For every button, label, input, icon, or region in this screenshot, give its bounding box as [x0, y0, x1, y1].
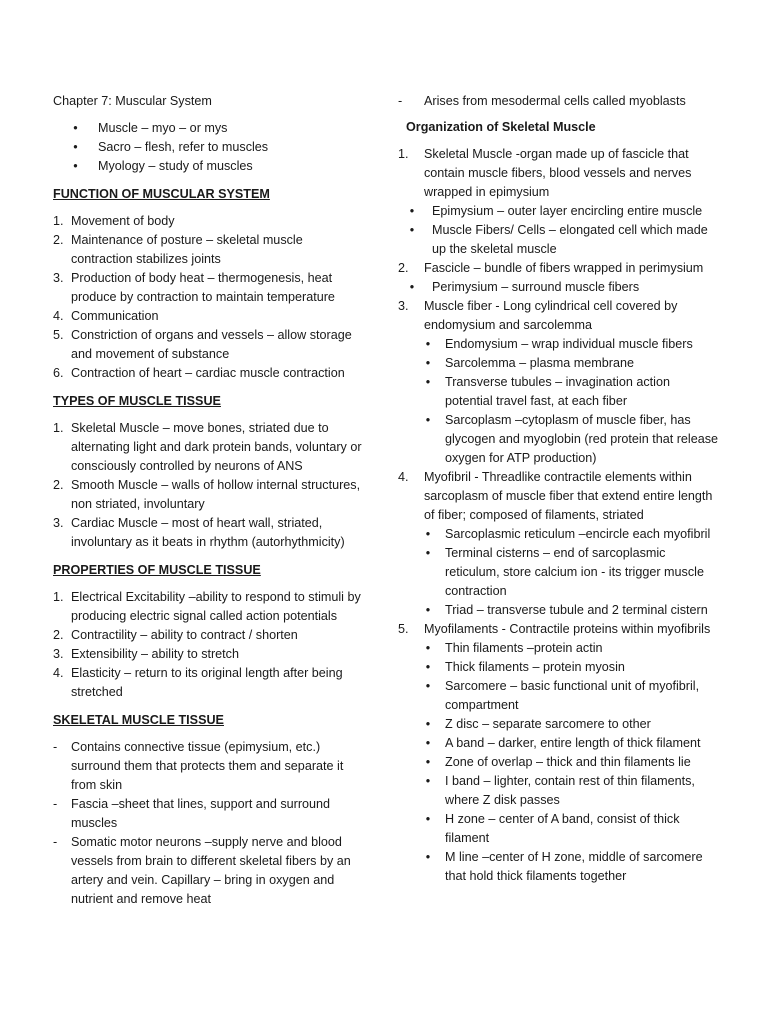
list-item: 3. Cardiac Muscle – most of heart wall, striated, involuntary as it beats in rhythm (autorhythmicity) — [53, 516, 345, 549]
skeletal-list — [53, 738, 363, 909]
bullet-icon: • — [425, 736, 431, 750]
list-item: 2. Contractility – ability to contract / shorten — [53, 628, 298, 642]
list-item: • Transverse tubules – invagination action potential travel fast, at each fiber — [398, 373, 720, 411]
list-item: 1. Electrical Excitability –ability to respond to stimuli by producing electric signal called action potentials — [53, 590, 361, 623]
list-item: • Endomysium – wrap individual muscle fibers — [398, 335, 720, 354]
list-item: 5. Constriction of organs and vessels – allow storage and movement of substance — [53, 328, 352, 361]
bullet-icon: • — [425, 546, 431, 560]
bullet-icon: • — [425, 774, 431, 788]
list-item: • Z disc – separate sarcomere to other — [398, 715, 720, 734]
list-item: 6. Contraction of heart – cardiac muscle contraction — [53, 366, 345, 380]
section-heading: PROPERTIES OF MUSCLE TISSUE — [53, 563, 261, 577]
list-item: 5. Myofilaments - Contractile proteins within myofibrils — [398, 622, 711, 636]
list-item: 4. Communication — [53, 309, 159, 323]
sub-list — [398, 278, 720, 297]
list-item: • Sacro – flesh, refer to muscles — [53, 138, 363, 157]
list-item: - Somatic motor neurons –supply nerve and blood vessels from brain to different skeletal fibers by an artery and vein. Capillary – bring in oxygen and nutrient and remove heat — [53, 835, 351, 906]
list-item: 4. Elasticity – return to its original length after being stretched — [53, 666, 343, 699]
bullet-icon: • — [73, 121, 78, 135]
bullet-icon: • — [425, 679, 431, 693]
bullet-icon: • — [425, 850, 431, 864]
sub-list — [398, 335, 720, 468]
chapter-title: Chapter 7: Muscular System — [53, 94, 212, 108]
list-item: 1. Skeletal Muscle -organ made up of fascicle that contain muscle fibers, blood vessels and nerves wrapped in epimysium — [398, 147, 692, 199]
organization-list — [398, 145, 720, 202]
right-column — [398, 92, 720, 886]
bullet-icon: • — [73, 140, 78, 154]
bullet-icon: • — [425, 641, 431, 655]
list-item: - Fascia –sheet that lines, support and surround muscles — [53, 797, 331, 830]
list-item: • Sarcoplasm –cytoplasm of muscle fiber, has glycogen and myoglobin (red protein that release oxygen for ATP production) — [398, 411, 720, 468]
bullet-icon: • — [409, 204, 415, 218]
list-item: • Muscle Fibers/ Cells – elongated cell which made up the skeletal muscle — [398, 221, 720, 259]
dash-list — [398, 92, 720, 111]
list-item: • M line –center of H zone, middle of sarcomere that hold thick filaments together — [398, 848, 720, 886]
section-heading: FUNCTION OF MUSCULAR SYSTEM — [53, 187, 270, 201]
properties-list — [53, 588, 363, 702]
bullet-icon: • — [425, 413, 431, 427]
list-item: • I band – lighter, contain rest of thin filaments, where Z disk passes — [398, 772, 720, 810]
list-item: • Zone of overlap – thick and thin filaments lie — [398, 753, 720, 772]
list-item: • Triad – transverse tubule and 2 terminal cistern — [398, 601, 720, 620]
list-item: • Myology – study of muscles — [53, 157, 363, 176]
bullet-icon: • — [425, 356, 431, 370]
list-item: - Contains connective tissue (epimysium, etc.) surround them that protects them and separate it from skin — [53, 740, 344, 792]
intro-list — [53, 119, 363, 176]
list-item: 2. Maintenance of posture – skeletal muscle contraction stabilizes joints — [53, 233, 303, 266]
bullet-icon: • — [425, 375, 431, 389]
bullet-icon: • — [425, 660, 431, 674]
bullet-icon: • — [425, 527, 431, 541]
list-item: • Thin filaments –protein actin — [398, 639, 720, 658]
sub-list — [398, 639, 720, 886]
list-item: • Epimysium – outer layer encircling entire muscle — [398, 202, 720, 221]
bullet-icon: • — [425, 603, 431, 617]
list-item: • Perimysium – surround muscle fibers — [398, 278, 720, 297]
list-item: • Terminal cisterns – end of sarcoplasmic reticulum, store calcium ion - its trigger muscle contraction — [398, 544, 720, 601]
bullet-icon: • — [425, 755, 431, 769]
list-item: 1. Movement of body — [53, 214, 175, 228]
list-item: 3. Muscle fiber - Long cylindrical cell covered by endomysium and sarcolemma — [398, 299, 678, 332]
functions-list — [53, 212, 363, 383]
list-item: 3. Production of body heat – thermogenesis, heat produce by contraction to maintain temperature — [53, 271, 335, 304]
left-column — [53, 92, 363, 909]
bullet-icon: • — [73, 159, 78, 173]
list-item: 4. Myofibril - Threadlike contractile elements within sarcoplasm of muscle fiber that extend entire length of fiber; composed of filaments, striated — [398, 470, 713, 522]
section-heading: Organization of Skeletal Muscle — [406, 120, 596, 134]
list-item: 2. Fascicle – bundle of fibers wrapped in perimysium — [398, 261, 704, 275]
list-item: • A band – darker, entire length of thick filament — [398, 734, 720, 753]
list-item: • Muscle – myo – or mys — [53, 119, 363, 138]
bullet-icon: • — [425, 337, 431, 351]
bullet-icon: • — [409, 223, 415, 237]
bullet-icon: • — [409, 280, 415, 294]
sub-list — [398, 202, 720, 259]
list-item: 3. Extensibility – ability to stretch — [53, 647, 239, 661]
bullet-icon: • — [425, 717, 431, 731]
sub-list — [398, 525, 720, 620]
list-item: • H zone – center of A band, consist of thick filament — [398, 810, 720, 848]
section-heading: TYPES OF MUSCLE TISSUE — [53, 394, 221, 408]
section-heading: SKELETAL MUSCLE TISSUE — [53, 713, 224, 727]
list-item: • Sarcomere – basic functional unit of myofibril, compartment — [398, 677, 720, 715]
list-item: 2. Smooth Muscle – walls of hollow internal structures, non striated, involuntary — [53, 478, 361, 511]
list-item: • Sarcolemma – plasma membrane — [398, 354, 720, 373]
types-list — [53, 419, 363, 552]
bullet-icon: • — [425, 812, 431, 826]
list-item: • Sarcoplasmic reticulum –encircle each myofibril — [398, 525, 720, 544]
list-item: - Arises from mesodermal cells called myoblasts — [398, 94, 686, 108]
list-item: 1. Skeletal Muscle – move bones, striated due to alternating light and dark protein bands, voluntary or consciously controlled by neurons of ANS — [53, 421, 362, 473]
list-item: • Thick filaments – protein myosin — [398, 658, 720, 677]
